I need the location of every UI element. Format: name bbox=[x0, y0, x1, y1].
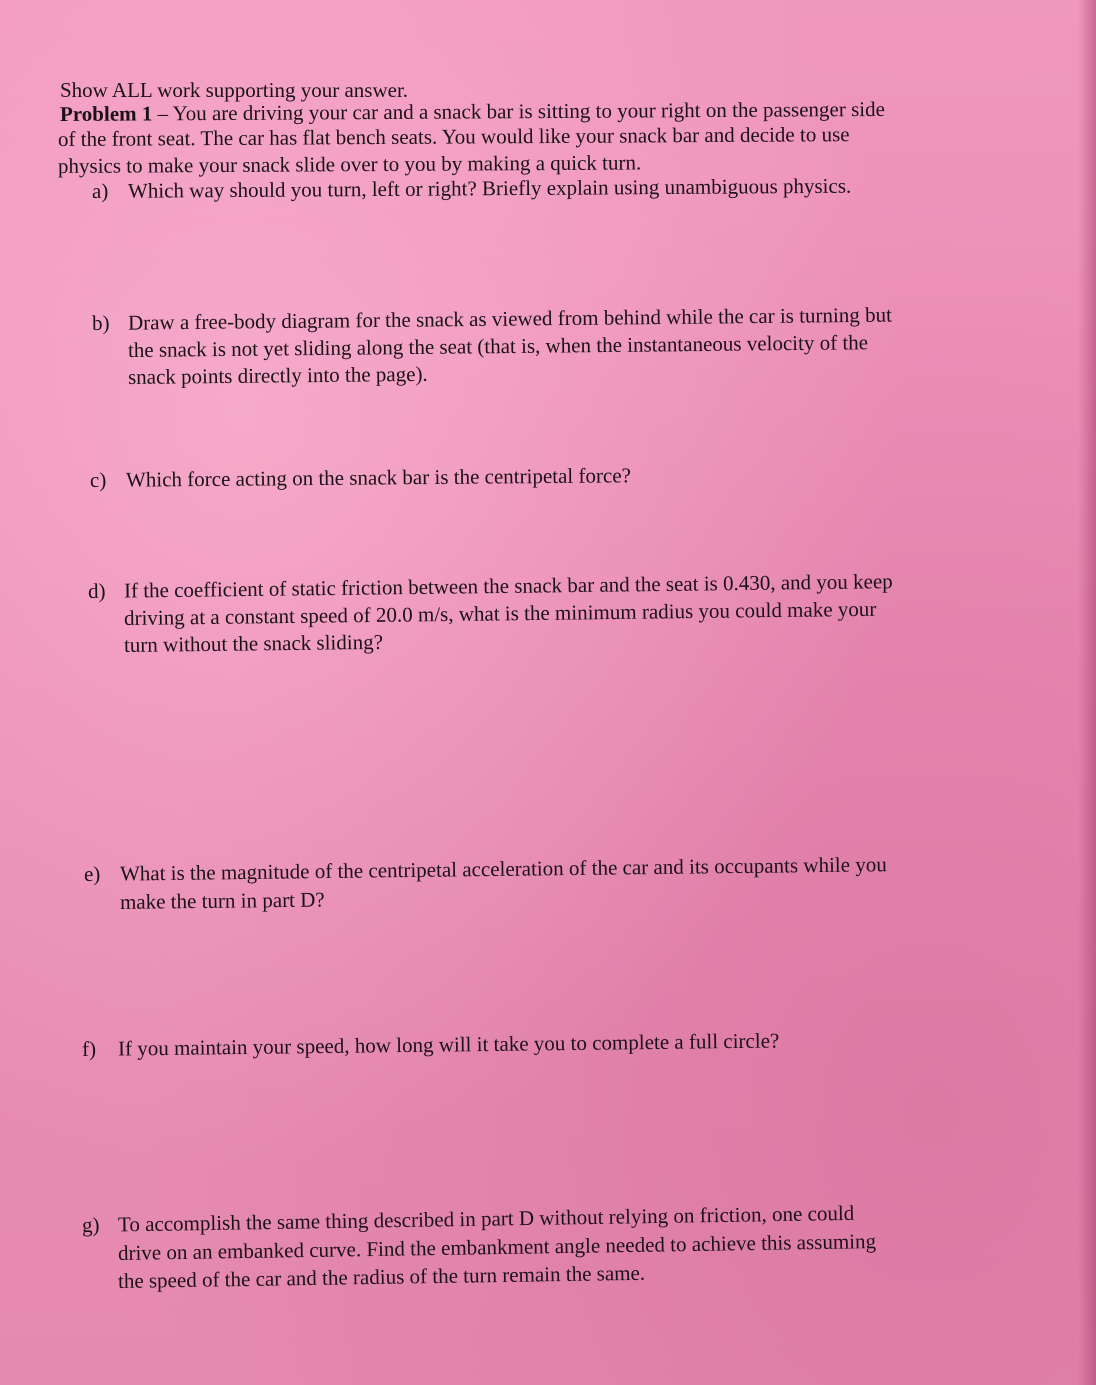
part-g-line-3 bbox=[118, 1260, 645, 1294]
part-g-text-2: drive on an embanked curve. Find the embankment angle needed to achieve this assuming bbox=[117, 1229, 877, 1265]
part-g-label: g) bbox=[81, 1212, 100, 1237]
part-f-label: f) bbox=[81, 1036, 97, 1061]
problem-intro-text-1: You are driving your car and a snack bar is sitting to your right on the passenger side bbox=[172, 96, 885, 126]
part-f-text-1: If you maintain your speed, how long will it take you to complete a full circle? bbox=[117, 1028, 780, 1061]
part-f-line-1 bbox=[82, 1027, 780, 1062]
part-d-label: d) bbox=[87, 578, 106, 603]
part-c-text-1: Which force acting on the snack bar is the centripetal force? bbox=[125, 463, 632, 492]
part-g-text-3: the speed of the car and the radius of the turn remain the same. bbox=[117, 1260, 646, 1293]
part-e-text-2: make the turn in part D? bbox=[119, 887, 325, 914]
part-a-line-1 bbox=[92, 173, 851, 204]
problem-intro-text-3: physics to make your snack slide over to you by making a quick turn. bbox=[57, 150, 642, 178]
part-b-label: b) bbox=[91, 310, 110, 335]
part-d-line-3 bbox=[124, 629, 383, 658]
page-edge-shadow bbox=[1078, 0, 1096, 1385]
part-c-label: c) bbox=[89, 467, 107, 492]
instructions-text: Show ALL work supporting your answer. bbox=[60, 78, 409, 102]
part-g-text-1: To accomplish the same thing described in part D without relying on friction, one could bbox=[117, 1200, 855, 1237]
problem-intro-text-2: of the front seat. The car has flat bench seats. You would like your snack bar and decide to use bbox=[57, 122, 850, 151]
problem-intro-line-2 bbox=[58, 121, 850, 152]
part-e-line-1 bbox=[84, 851, 887, 887]
part-d-text-3: turn without the snack sliding? bbox=[123, 629, 384, 657]
part-e-label: e) bbox=[83, 861, 101, 886]
part-b-text-1: Draw a free-body diagram for the snack as viewed from behind while the car is turning but bbox=[127, 302, 892, 335]
part-e-text-1: What is the magnitude of the centripetal acceleration of the car and its occupants while you bbox=[119, 852, 887, 886]
problem-label: Problem 1 bbox=[59, 101, 153, 126]
part-a-text-1: Which way should you turn, left or right? Briefly explain using unambiguous physics. bbox=[127, 173, 852, 203]
part-e-line-2 bbox=[120, 887, 325, 915]
part-b-line-3 bbox=[128, 361, 428, 390]
part-a-label: a) bbox=[91, 178, 109, 203]
part-d-text-2: driving at a constant speed of 20.0 m/s, what is the minimum radius you could make your bbox=[123, 596, 877, 630]
part-d-text-1: If the coefficient of static friction between the snack bar and the seat is 0.430, and you keep bbox=[123, 569, 893, 603]
part-b-text-3: snack points directly into the page). bbox=[127, 361, 428, 389]
part-c-line-1 bbox=[90, 462, 631, 493]
part-b-text-2: the snack is not yet sliding along the seat (that is, when the instantaneous velocity of the bbox=[127, 330, 869, 362]
problem-dash: – bbox=[152, 101, 173, 126]
